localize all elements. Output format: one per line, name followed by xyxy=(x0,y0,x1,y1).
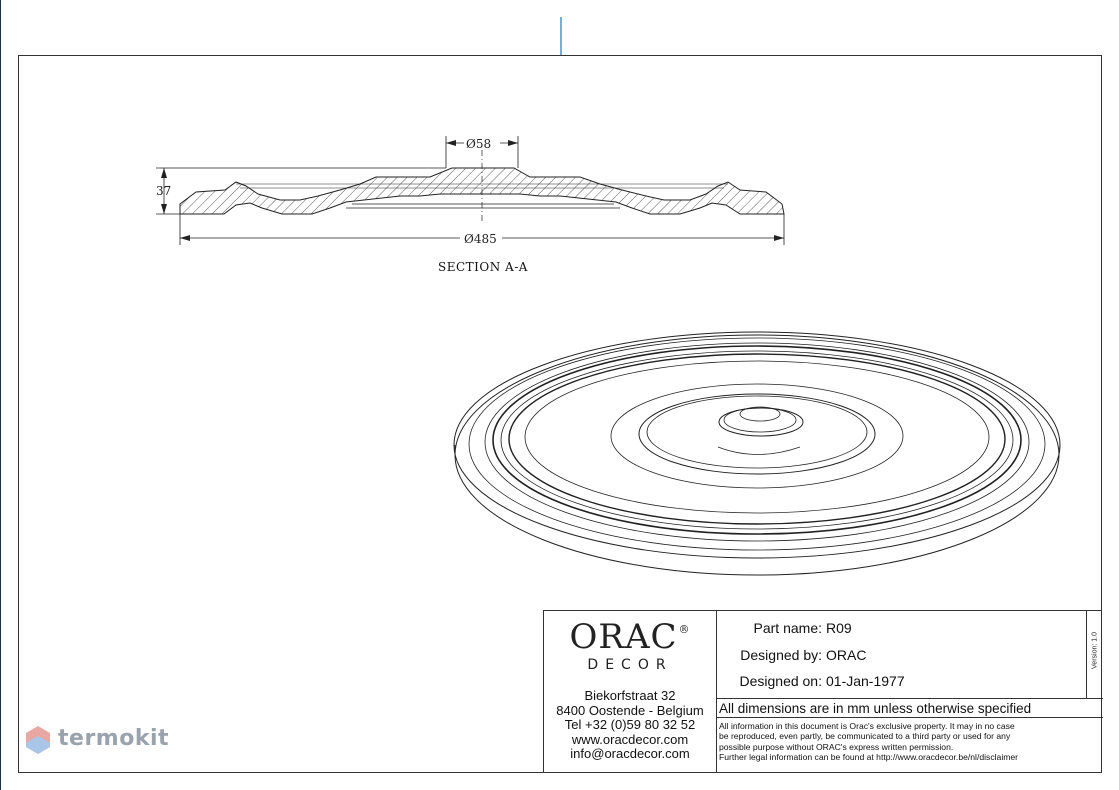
designed-on-label: Designed on: xyxy=(739,673,822,689)
designed-on-value: 01-Jan-1977 xyxy=(826,673,905,689)
legal-line: All information in this document is Orac's exclusive property. It may in no case xyxy=(719,721,1015,731)
company-address xyxy=(544,689,716,762)
dim-text-outer: Ø485 xyxy=(464,232,497,246)
version-label: Version: 1.0 xyxy=(1091,632,1099,669)
orac-logo: ORAC® xyxy=(569,617,691,657)
company-panel xyxy=(544,611,717,773)
designed-by-label: Designed by: xyxy=(740,647,822,663)
section-profile xyxy=(180,150,784,222)
dim-text-height: 37 xyxy=(156,184,172,198)
watermark-text: termokit xyxy=(58,726,170,751)
decor-logo-text: DECOR xyxy=(587,657,673,673)
address-website: www.oracdecor.com xyxy=(571,731,689,747)
version-column xyxy=(1086,611,1104,699)
legal-line: be reproduced, even partly, be communicated to a third party or used for any xyxy=(719,731,1011,742)
part-name-label: Part name: xyxy=(753,620,822,636)
title-block xyxy=(543,610,1102,773)
rosette-isometric-view xyxy=(454,332,1060,575)
address-phone: Tel +32 (0)59 80 32 52 xyxy=(564,717,696,732)
legal-notice xyxy=(719,721,1103,763)
dimensions-note: All dimensions are in mm unless otherwise specified xyxy=(716,698,1103,718)
part-name-value: R09 xyxy=(826,620,852,636)
section-label: SECTION A-A xyxy=(438,260,528,274)
address-street: Biekorfstraat 32 xyxy=(584,688,676,703)
part-info-panel xyxy=(716,611,1086,699)
address-city: 8400 Oostende - Belgium xyxy=(556,702,704,718)
legal-line: Further legal information can be found at http://www.oracdecor.be/nl/disclaimer xyxy=(719,752,1019,763)
termokit-watermark xyxy=(24,726,169,751)
designed-by-value: ORAC xyxy=(826,647,867,663)
dim-text-center: Ø58 xyxy=(466,137,492,151)
legal-line: possible purpose without ORAC's express written permission. xyxy=(719,741,954,752)
address-email: info@oracdecor.com xyxy=(570,746,690,761)
